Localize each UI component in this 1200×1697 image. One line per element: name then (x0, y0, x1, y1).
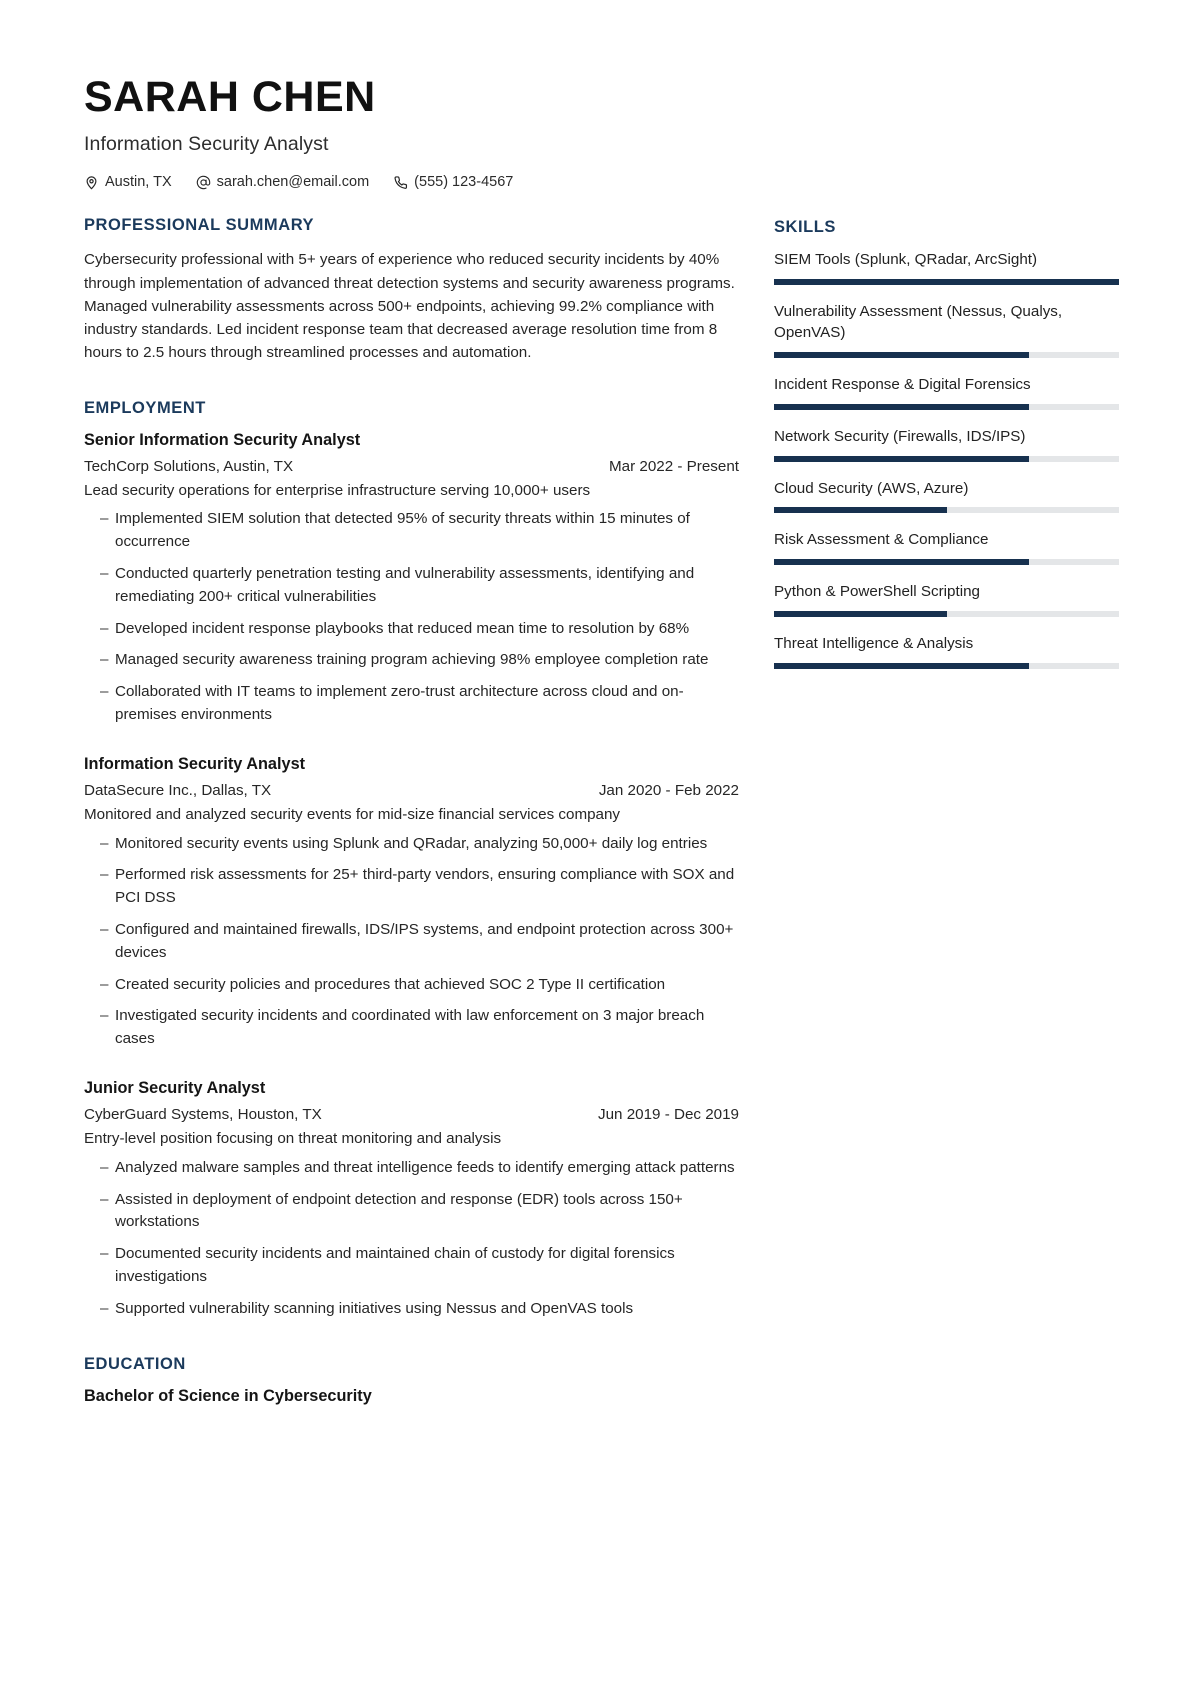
job-company: TechCorp Solutions, Austin, TX (84, 457, 294, 475)
main-column (84, 216, 739, 1439)
job-bullets (84, 1157, 739, 1321)
resume-header (84, 74, 1116, 190)
skill-name: Python & PowerShell Scripting (774, 583, 980, 601)
skill-name: Vulnerability Assessment (Nessus, Qualys, OpenVAS) (774, 303, 1063, 342)
skill-level-track (774, 404, 1119, 410)
section-professional-summary (84, 216, 739, 364)
job-bullet: – Developed incident response playbooks that reduced mean time to resolution by 68% (84, 618, 739, 641)
skill-name: SIEM Tools (Splunk, QRadar, ArcSight) (774, 251, 1038, 269)
section-skills (774, 218, 1119, 668)
skill-item (774, 634, 1119, 669)
skill-item (774, 375, 1119, 410)
job-meta (84, 782, 739, 799)
skill-level-track (774, 559, 1119, 565)
job-bullets (84, 508, 739, 726)
summary-text: Cybersecurity professional with 5+ years of experience who reduced security incidents by 40% through implementation of advanced threat detection systems and security awareness programs. Managed vulnerability assessments across 500+ endpoints, achieving 99.2% compliance with industry standards. Led incident response team that decreased average resolution time from 8 hours to 2.5 hours through streamlined processes and automation. (84, 251, 735, 362)
job-bullet: – Created security policies and procedures that achieved SOC 2 Type II certification (84, 974, 739, 997)
job-bullet: – Assisted in deployment of endpoint detection and response (EDR) tools across 150+ workstations (84, 1189, 739, 1235)
contact-location-value: Austin, TX (105, 174, 172, 191)
job-description: Lead security operations for enterprise infrastructure serving 10,000+ users (84, 481, 591, 499)
skill-name: Cloud Security (AWS, Azure) (774, 479, 969, 497)
skill-level-track (774, 507, 1119, 513)
job-bullet: – Configured and maintained firewalls, IDS/IPS systems, and endpoint protection across 300+ devices (84, 919, 739, 965)
job-bullet: – Documented security incidents and maintained chain of custody for digital forensics investigations (84, 1243, 739, 1289)
job-title: Senior Information Security Analyst (84, 430, 361, 449)
job-meta (84, 458, 739, 475)
section-heading-summary: PROFESSIONAL SUMMARY (84, 216, 315, 235)
job-dates: Jan 2020 - Feb 2022 (598, 781, 739, 799)
skill-level-track (774, 663, 1119, 669)
job-bullet: – Implemented SIEM solution that detected 95% of security threats within 15 minutes of occurrence (84, 508, 739, 554)
job-meta (84, 1106, 739, 1123)
contact-phone[interactable] (393, 174, 513, 190)
skill-level-fill (774, 404, 1029, 410)
contact-email[interactable] (196, 174, 370, 190)
contact-email-value: sarah.chen@email.com (216, 174, 370, 191)
section-heading-skills: SKILLS (774, 218, 836, 237)
section-heading-employment: EMPLOYMENT (84, 398, 206, 417)
at-sign-icon (196, 175, 211, 190)
job-bullet: – Supported vulnerability scanning initiatives using Nessus and OpenVAS tools (84, 1298, 739, 1321)
education-degree: Bachelor of Science in Cybersecurity (84, 1386, 372, 1405)
skill-item (774, 302, 1119, 358)
job-title: Information Security Analyst (84, 754, 306, 773)
job-bullets (84, 833, 739, 1051)
job-bullet: – Conducted quarterly penetration testing and vulnerability assessments, identifying and remediating 200+ critical vulnerabilities (84, 563, 739, 609)
skill-name: Risk Assessment & Compliance (774, 531, 989, 549)
job-bullet: – Investigated security incidents and coordinated with law enforcement on 3 major breach cases (84, 1005, 739, 1051)
skill-item (774, 582, 1119, 617)
contact-location (84, 174, 172, 190)
job-dates: Jun 2019 - Dec 2019 (597, 1106, 739, 1124)
job-bullet: – Collaborated with IT teams to implement zero-trust architecture across cloud and on-premises environments (84, 681, 739, 727)
skill-level-fill (774, 352, 1029, 358)
section-heading-education: EDUCATION (84, 1354, 186, 1373)
candidate-name: SARAH CHEN (84, 73, 376, 121)
skill-name: Network Security (Firewalls, IDS/IPS) (774, 427, 1026, 445)
resume-body (84, 216, 1116, 1439)
phone-icon (393, 175, 408, 190)
contact-row (84, 174, 1116, 190)
skill-level-track (774, 352, 1119, 358)
employment-entry (84, 755, 739, 1051)
skill-level-fill (774, 663, 1029, 669)
skill-item (774, 250, 1119, 285)
skill-level-track (774, 456, 1119, 462)
sidebar-column (774, 216, 1119, 702)
skill-level-fill (774, 456, 1029, 462)
job-dates: Mar 2022 - Present (609, 457, 739, 475)
job-description: Entry-level position focusing on threat monitoring and analysis (84, 1130, 502, 1148)
skill-level-track (774, 611, 1119, 617)
job-company: CyberGuard Systems, Houston, TX (84, 1106, 322, 1124)
skill-level-fill (774, 279, 1119, 285)
section-education (84, 1355, 739, 1406)
skill-item (774, 427, 1119, 462)
skill-item (774, 479, 1119, 514)
skill-name: Threat Intelligence & Analysis (774, 635, 974, 653)
skill-level-track (774, 279, 1119, 285)
job-bullet: – Analyzed malware samples and threat intelligence feeds to identify emerging attack patterns (84, 1157, 739, 1180)
section-employment (84, 399, 739, 1321)
job-bullet: – Monitored security events using Splunk and QRadar, analyzing 50,000+ daily log entries (84, 833, 739, 856)
skill-level-fill (774, 611, 947, 617)
skill-item (774, 530, 1119, 565)
job-company: DataSecure Inc., Dallas, TX (84, 781, 272, 799)
employment-entry (84, 431, 739, 727)
contact-phone-value: (555) 123-4567 (414, 174, 514, 191)
location-pin-icon (84, 175, 99, 190)
job-bullet: – Managed security awareness training program achieving 98% employee completion rate (84, 649, 739, 672)
candidate-job-title: Information Security Analyst (84, 133, 329, 156)
skill-level-fill (774, 507, 947, 513)
employment-entry (84, 1079, 739, 1321)
skill-level-fill (774, 559, 1029, 565)
job-bullet: – Performed risk assessments for 25+ third-party vendors, ensuring compliance with SOX and PCI DSS (84, 864, 739, 910)
skill-name: Incident Response & Digital Forensics (774, 375, 1031, 393)
job-title: Junior Security Analyst (84, 1079, 266, 1098)
job-description: Monitored and analyzed security events for mid-size financial services company (84, 805, 621, 823)
